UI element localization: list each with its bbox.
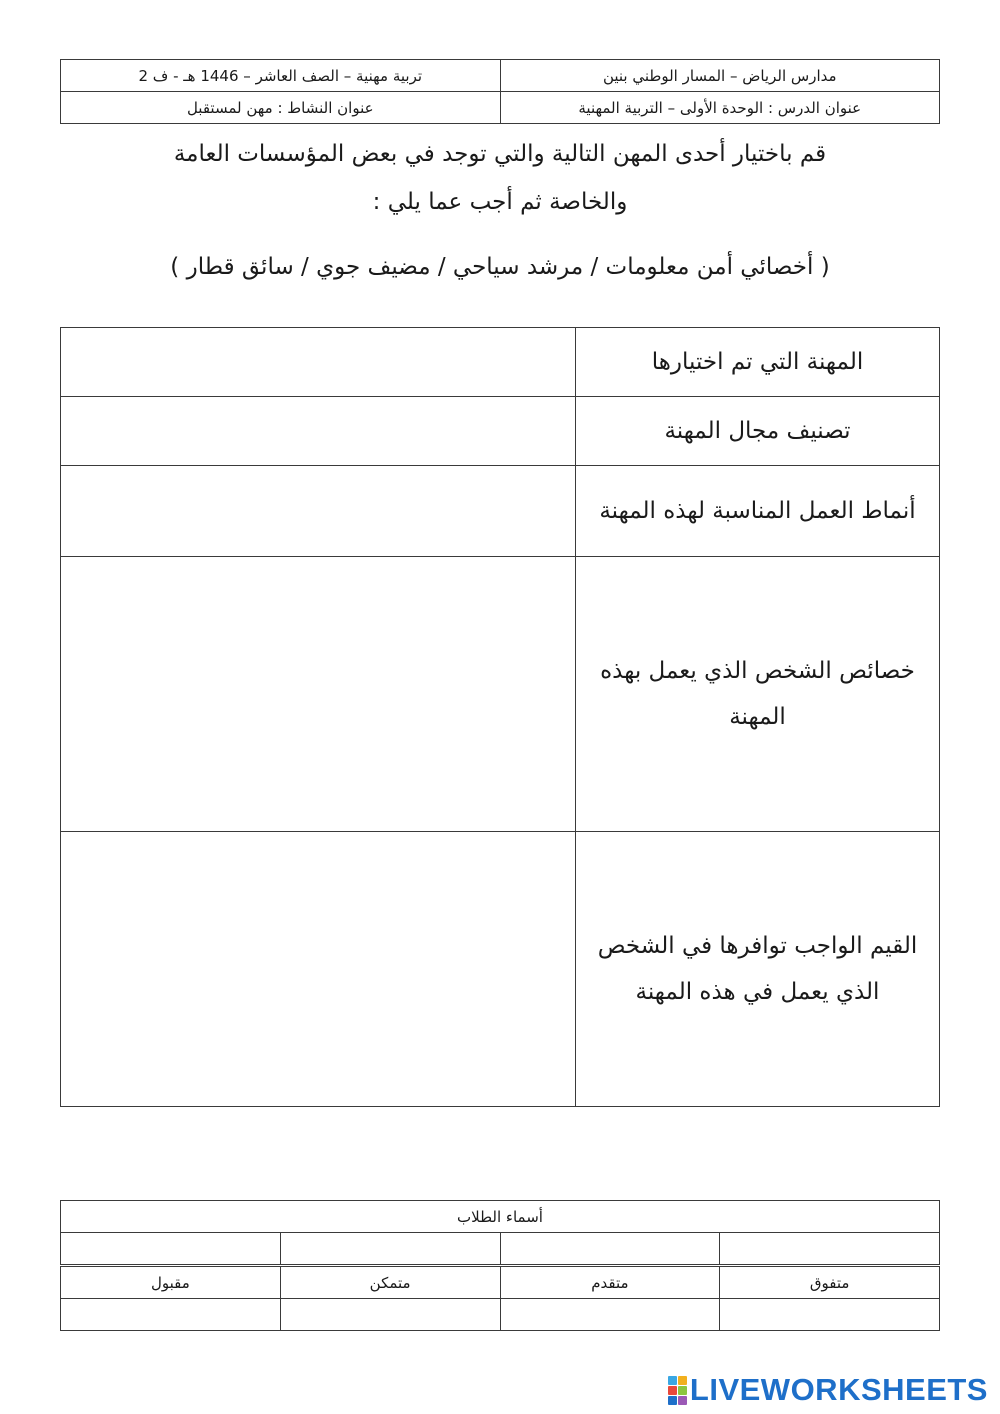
header-info-table [60,59,940,124]
liveworksheets-logo [668,1372,988,1408]
level-excellent-field[interactable] [720,1299,940,1331]
activity-title: عنوان النشاط : مهن لمستقبل [61,92,501,124]
table-row [61,1201,940,1233]
work-patterns-answer-field[interactable] [61,466,576,557]
logo-block [668,1386,677,1395]
level-advanced-field[interactable] [500,1299,720,1331]
required-values-answer-field[interactable] [61,832,576,1107]
work-patterns-label: أنماط العمل المناسبة لهذه المهنة [576,466,940,557]
table-row [61,1266,940,1299]
table-row [61,466,940,557]
required-values-label: القيم الواجب توافرها في الشخص الذي يعمل في هذه المهنة [576,832,940,1107]
table-row [61,397,940,466]
student-name-field[interactable] [720,1233,940,1266]
chosen-profession-label: المهنة التي تم اختيارها [576,328,940,397]
student-name-field[interactable] [61,1233,281,1266]
school-name: مدارس الرياض – المسار الوطني بنين [500,60,940,92]
instruction-line-1: قم باختيار أحدى المهن التالية والتي توجد في بعض المؤسسات العامة [173,141,827,167]
brand-name: LIVEWORKSHEETS [689,1372,988,1407]
student-name-field[interactable] [500,1233,720,1266]
logo-block [668,1376,677,1385]
logo-block [678,1376,687,1385]
header-row [61,60,940,92]
logo-block [678,1386,687,1395]
logo-block [668,1396,677,1405]
student-name-field[interactable] [280,1233,500,1266]
profession-field-label: تصنيف مجال المهنة [576,397,940,466]
liveworksheets-logo-icon [668,1376,687,1405]
table-row [61,328,940,397]
worker-traits-label: خصائص الشخص الذي يعمل بهذه المهنة [576,557,940,832]
instruction-line-2: والخاصة ثم أجب عما يلي : [372,189,628,215]
level-proficient: متمكن [280,1266,500,1299]
level-advanced: متقدم [500,1266,720,1299]
logo-block [678,1396,687,1405]
instruction-text [60,130,940,226]
table-row [61,832,940,1107]
students-assessment-table [60,1200,940,1331]
level-acceptable: مقبول [61,1266,281,1299]
lesson-title: عنوان الدرس : الوحدة الأولى – التربية المهنية [500,92,940,124]
level-excellent: متفوق [720,1266,940,1299]
activity-table [60,327,940,1107]
table-row [61,1233,940,1266]
subject-info: تربية مهنية – الصف العاشر – 1446 هـ - ف 2 [61,60,501,92]
table-row [61,557,940,832]
level-acceptable-field[interactable] [61,1299,281,1331]
chosen-profession-answer-field[interactable] [61,328,576,397]
students-names-title: أسماء الطلاب [61,1201,940,1233]
table-row [61,1299,940,1331]
worker-traits-answer-field[interactable] [61,557,576,832]
profession-field-answer-field[interactable] [61,397,576,466]
level-proficient-field[interactable] [280,1299,500,1331]
header-row [61,92,940,124]
profession-options: ( أخصائي أمن معلومات / مرشد سياحي / مضيف جوي / سائق قطار ) [170,254,830,280]
